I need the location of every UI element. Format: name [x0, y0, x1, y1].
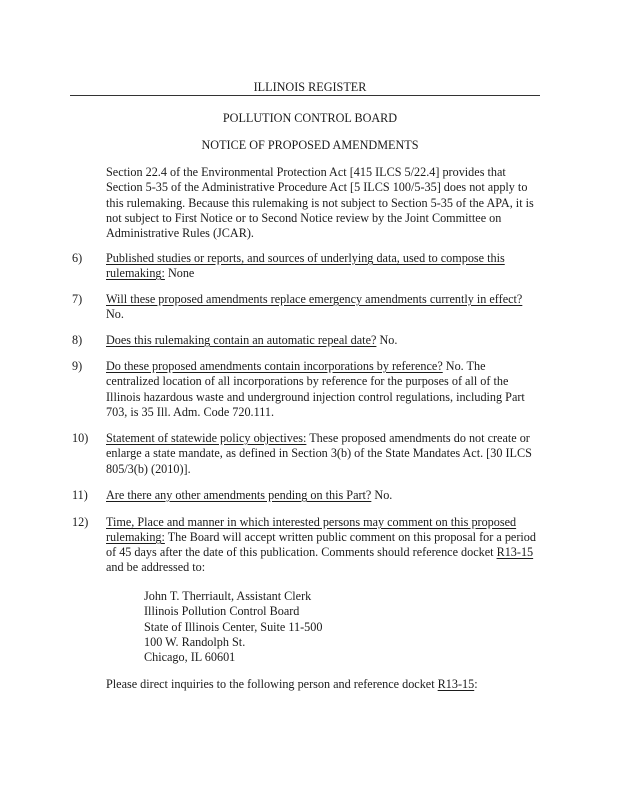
item-title: Does this rulemaking contain an automatic repeal date? [106, 333, 377, 347]
item-answer: No. [106, 307, 124, 321]
item-text: of 45 days after the date of this publication. Comments should reference docket [106, 545, 494, 559]
item-heading [106, 431, 530, 446]
item-text: The Board will accept written public comment on this proposal for a period [167, 530, 536, 544]
item-title: Are there any other amendments pending on this Part? [106, 488, 372, 502]
notice-title: NOTICE OF PROPOSED AMENDMENTS [201, 138, 419, 152]
item-title: Time, Place and manner in which interested persons may comment on this proposed [106, 515, 517, 529]
intro-line: not subject to First Notice or to Second Notice review by the Joint Committee on [106, 211, 502, 225]
intro-line: Section 5-35 of the Administrative Procedure Act [5 ILCS 100/5-35] does not apply to [106, 180, 528, 194]
intro-line: Section 22.4 of the Environmental Protection Act [415 ILCS 5/22.4] provides that [106, 165, 506, 179]
item-title: Published studies or reports, and sources of underlying data, used to compose this [106, 251, 505, 265]
item-number: 9) [72, 359, 83, 373]
address-line: Chicago, IL 60601 [144, 650, 236, 664]
item-answer: No. [374, 488, 393, 502]
item-title-cont: rulemaking: [106, 530, 165, 544]
address-line: State of Illinois Center, Suite 11-500 [144, 620, 323, 634]
intro-line: Administrative Rules (JCAR). [106, 226, 254, 240]
item-line [106, 545, 533, 560]
address-line: Illinois Pollution Control Board [144, 604, 300, 618]
item-number: 10) [72, 431, 89, 445]
intro-line: this rulemaking. Because this rulemaking is not subject to Section 5-35 of the APA, it is [106, 196, 534, 210]
register-title: ILLINOIS REGISTER [253, 80, 367, 94]
item-answer: No. [379, 333, 398, 347]
item-heading [106, 359, 486, 374]
item-line: 703, is 35 Ill. Adm. Code 720.111. [106, 405, 275, 419]
address-line: John T. Therriault, Assistant Clerk [144, 589, 312, 603]
item-line: Illinois hazardous waste and underground injection control regulations, including Part [106, 390, 525, 404]
item-number: 7) [72, 292, 83, 306]
item-text: These proposed amendments do not create or [309, 431, 530, 445]
item-heading [106, 292, 522, 307]
item-line: enlarge a state mandate, as defined in Section 3(b) of the State Mandates Act. [30 ILCS [106, 446, 532, 460]
item-line: and be addressed to: [106, 560, 206, 574]
docket-link: R13-15 [496, 545, 534, 559]
address-line: 100 W. Randolph St. [144, 635, 246, 649]
item-heading-cont [106, 530, 536, 545]
closing-line [106, 677, 478, 692]
item-heading [106, 251, 505, 266]
item-heading-cont [106, 266, 194, 281]
item-answer: None [167, 266, 195, 280]
item-title: Statement of statewide policy objectives: [106, 431, 307, 445]
item-number: 6) [72, 251, 83, 265]
item-number: 12) [72, 515, 89, 529]
item-line: centralized location of all incorporations by reference for the purposes of all of the [106, 374, 509, 388]
header-rule [70, 95, 540, 96]
item-heading [106, 515, 516, 530]
item-title-cont: rulemaking: [106, 266, 165, 280]
item-heading [106, 333, 397, 348]
item-answer: No. The [445, 359, 486, 373]
board-title: POLLUTION CONTROL BOARD [222, 111, 398, 125]
item-title: Will these proposed amendments replace emergency amendments currently in effect? [106, 292, 523, 306]
item-title: Do these proposed amendments contain incorporations by reference? [106, 359, 443, 373]
item-number: 11) [72, 488, 88, 502]
docket-link: R13-15 [437, 677, 475, 691]
item-heading [106, 488, 392, 503]
item-line: 805/3(b) (2010)]. [106, 462, 191, 476]
closing-text: Please direct inquiries to the following person and reference docket [106, 677, 435, 691]
item-number: 8) [72, 333, 83, 347]
closing-punct: : [474, 677, 478, 691]
